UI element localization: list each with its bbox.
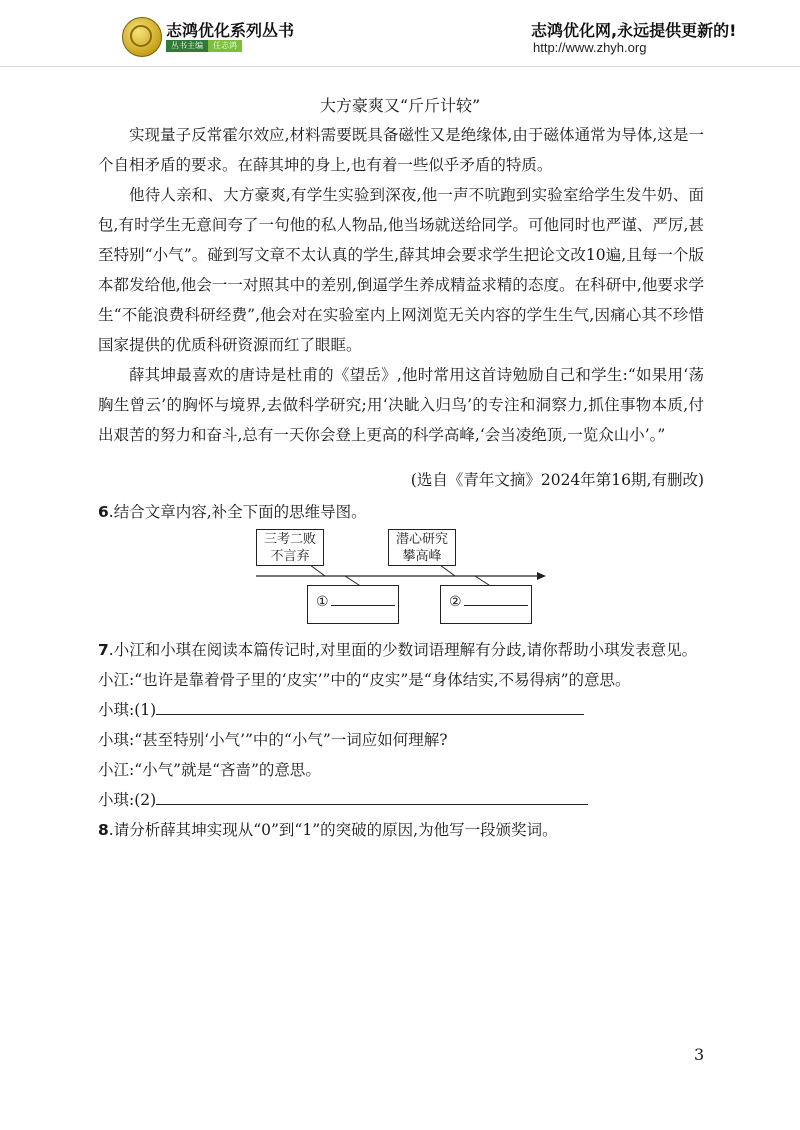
article-title: 大方豪爽又“斤斤计较” bbox=[319, 96, 481, 115]
answer-blank-1[interactable] bbox=[156, 698, 584, 715]
gold-seal-logo-icon bbox=[122, 17, 162, 57]
mind-map-blank-2[interactable]: ② bbox=[440, 585, 532, 624]
question-6-text: .结合文章内容,补全下面的思维导图。 bbox=[108, 503, 367, 521]
question-6-number: 6 bbox=[98, 503, 109, 521]
question-6 bbox=[98, 500, 367, 522]
question-7-dialogue-2: 小琪:“甚至特别‘小气’”中的“小气”一词应如何理解? bbox=[98, 731, 448, 749]
question-7-dialogue-3: 小江:“小气”就是“吝啬”的意思。 bbox=[98, 761, 321, 779]
mind-map-blank-1[interactable]: ① bbox=[307, 585, 399, 624]
page-number: 3 bbox=[694, 1045, 705, 1064]
question-8-text: .请分析薛其坤实现从“0”到“1”的突破的原因,为他写一段颁奖词。 bbox=[108, 821, 558, 839]
page-header bbox=[0, 0, 800, 70]
article-body bbox=[98, 120, 704, 450]
mind-map bbox=[250, 525, 550, 630]
question-7-answer-1: 小琪:(1) bbox=[98, 698, 584, 720]
question-7 bbox=[98, 638, 697, 660]
brand-title: 志鸿优化系列丛书 bbox=[166, 21, 295, 40]
mind-map-box-2: 潜心研究 攀高峰 bbox=[388, 529, 456, 566]
question-8-number: 8 bbox=[98, 821, 109, 839]
article-paragraph-3: 薛其坤最喜欢的唐诗是杜甫的《望岳》,他时常用这首诗勉励自己和学生:“如果用‘荡胸生曾云’的胸怀与境界,去做科学研究;用‘决眦入归鸟’的专注和洞察力,抓住事物本质,付出艰苦的努力和奋斗,总有一天你会登上更高的科学高峰,‘会当凌绝顶,一览众山小’。” bbox=[98, 366, 704, 444]
question-7-dialogue-1: 小江:“也许是靠着骨子里的‘皮实’”中的“皮实”是“身体结实,不易得病”的意思。 bbox=[98, 671, 631, 689]
article-source: (选自《青年文摘》2024年第16期,有删改) bbox=[410, 471, 704, 489]
question-7-answer-2: 小琪:(2) bbox=[98, 788, 588, 810]
article-paragraph-2: 他待人亲和、大方豪爽,有学生实验到深夜,他一声不吭跑到实验室给学生发牛奶、面包,有时学生无意间夸了一句他的私人物品,他当场就送给同学。可他同时也严谨、严厉,甚至特别“小气”。碰到写文章不太认真的学生,薛其坤会要求学生把论文改10遍,且每一个版本都发给他,他会一一对照其中的差别,倒逼学生养成精益求精的态度。在科研中,他要求学生“不能浪费科研经费”,他会对在实验室内上网浏览无关内容的学生生气,因痛心其不珍惜国家提供的优质科研资源而红了眼眶。 bbox=[98, 186, 704, 354]
site-url[interactable]: http://www.zhyh.org bbox=[533, 40, 647, 55]
brand-subtitle bbox=[166, 40, 242, 52]
mind-map-box-1: 三考二败 不言弃 bbox=[256, 529, 324, 566]
site-slogan: 志鸿优化网,永远提供更新的! bbox=[531, 21, 737, 40]
header-divider bbox=[0, 66, 800, 67]
question-7-number: 7 bbox=[98, 641, 109, 659]
question-7-text: .小江和小琪在阅读本篇传记时,对里面的少数词语理解有分歧,请你帮助小琪发表意见。 bbox=[108, 641, 698, 659]
article-paragraph-1: 实现量子反常霍尔效应,材料需要既具备磁性又是绝缘体,由于磁体通常为导体,这是一个自相矛盾的要求。在薛其坤的身上,也有着一些似乎矛盾的特质。 bbox=[98, 126, 704, 174]
brand-sub-label: 丛书主编 bbox=[166, 40, 208, 52]
answer-blank-2[interactable] bbox=[156, 788, 588, 805]
question-8 bbox=[98, 818, 558, 840]
brand-sub-editor: 任志鸿 bbox=[208, 40, 242, 52]
